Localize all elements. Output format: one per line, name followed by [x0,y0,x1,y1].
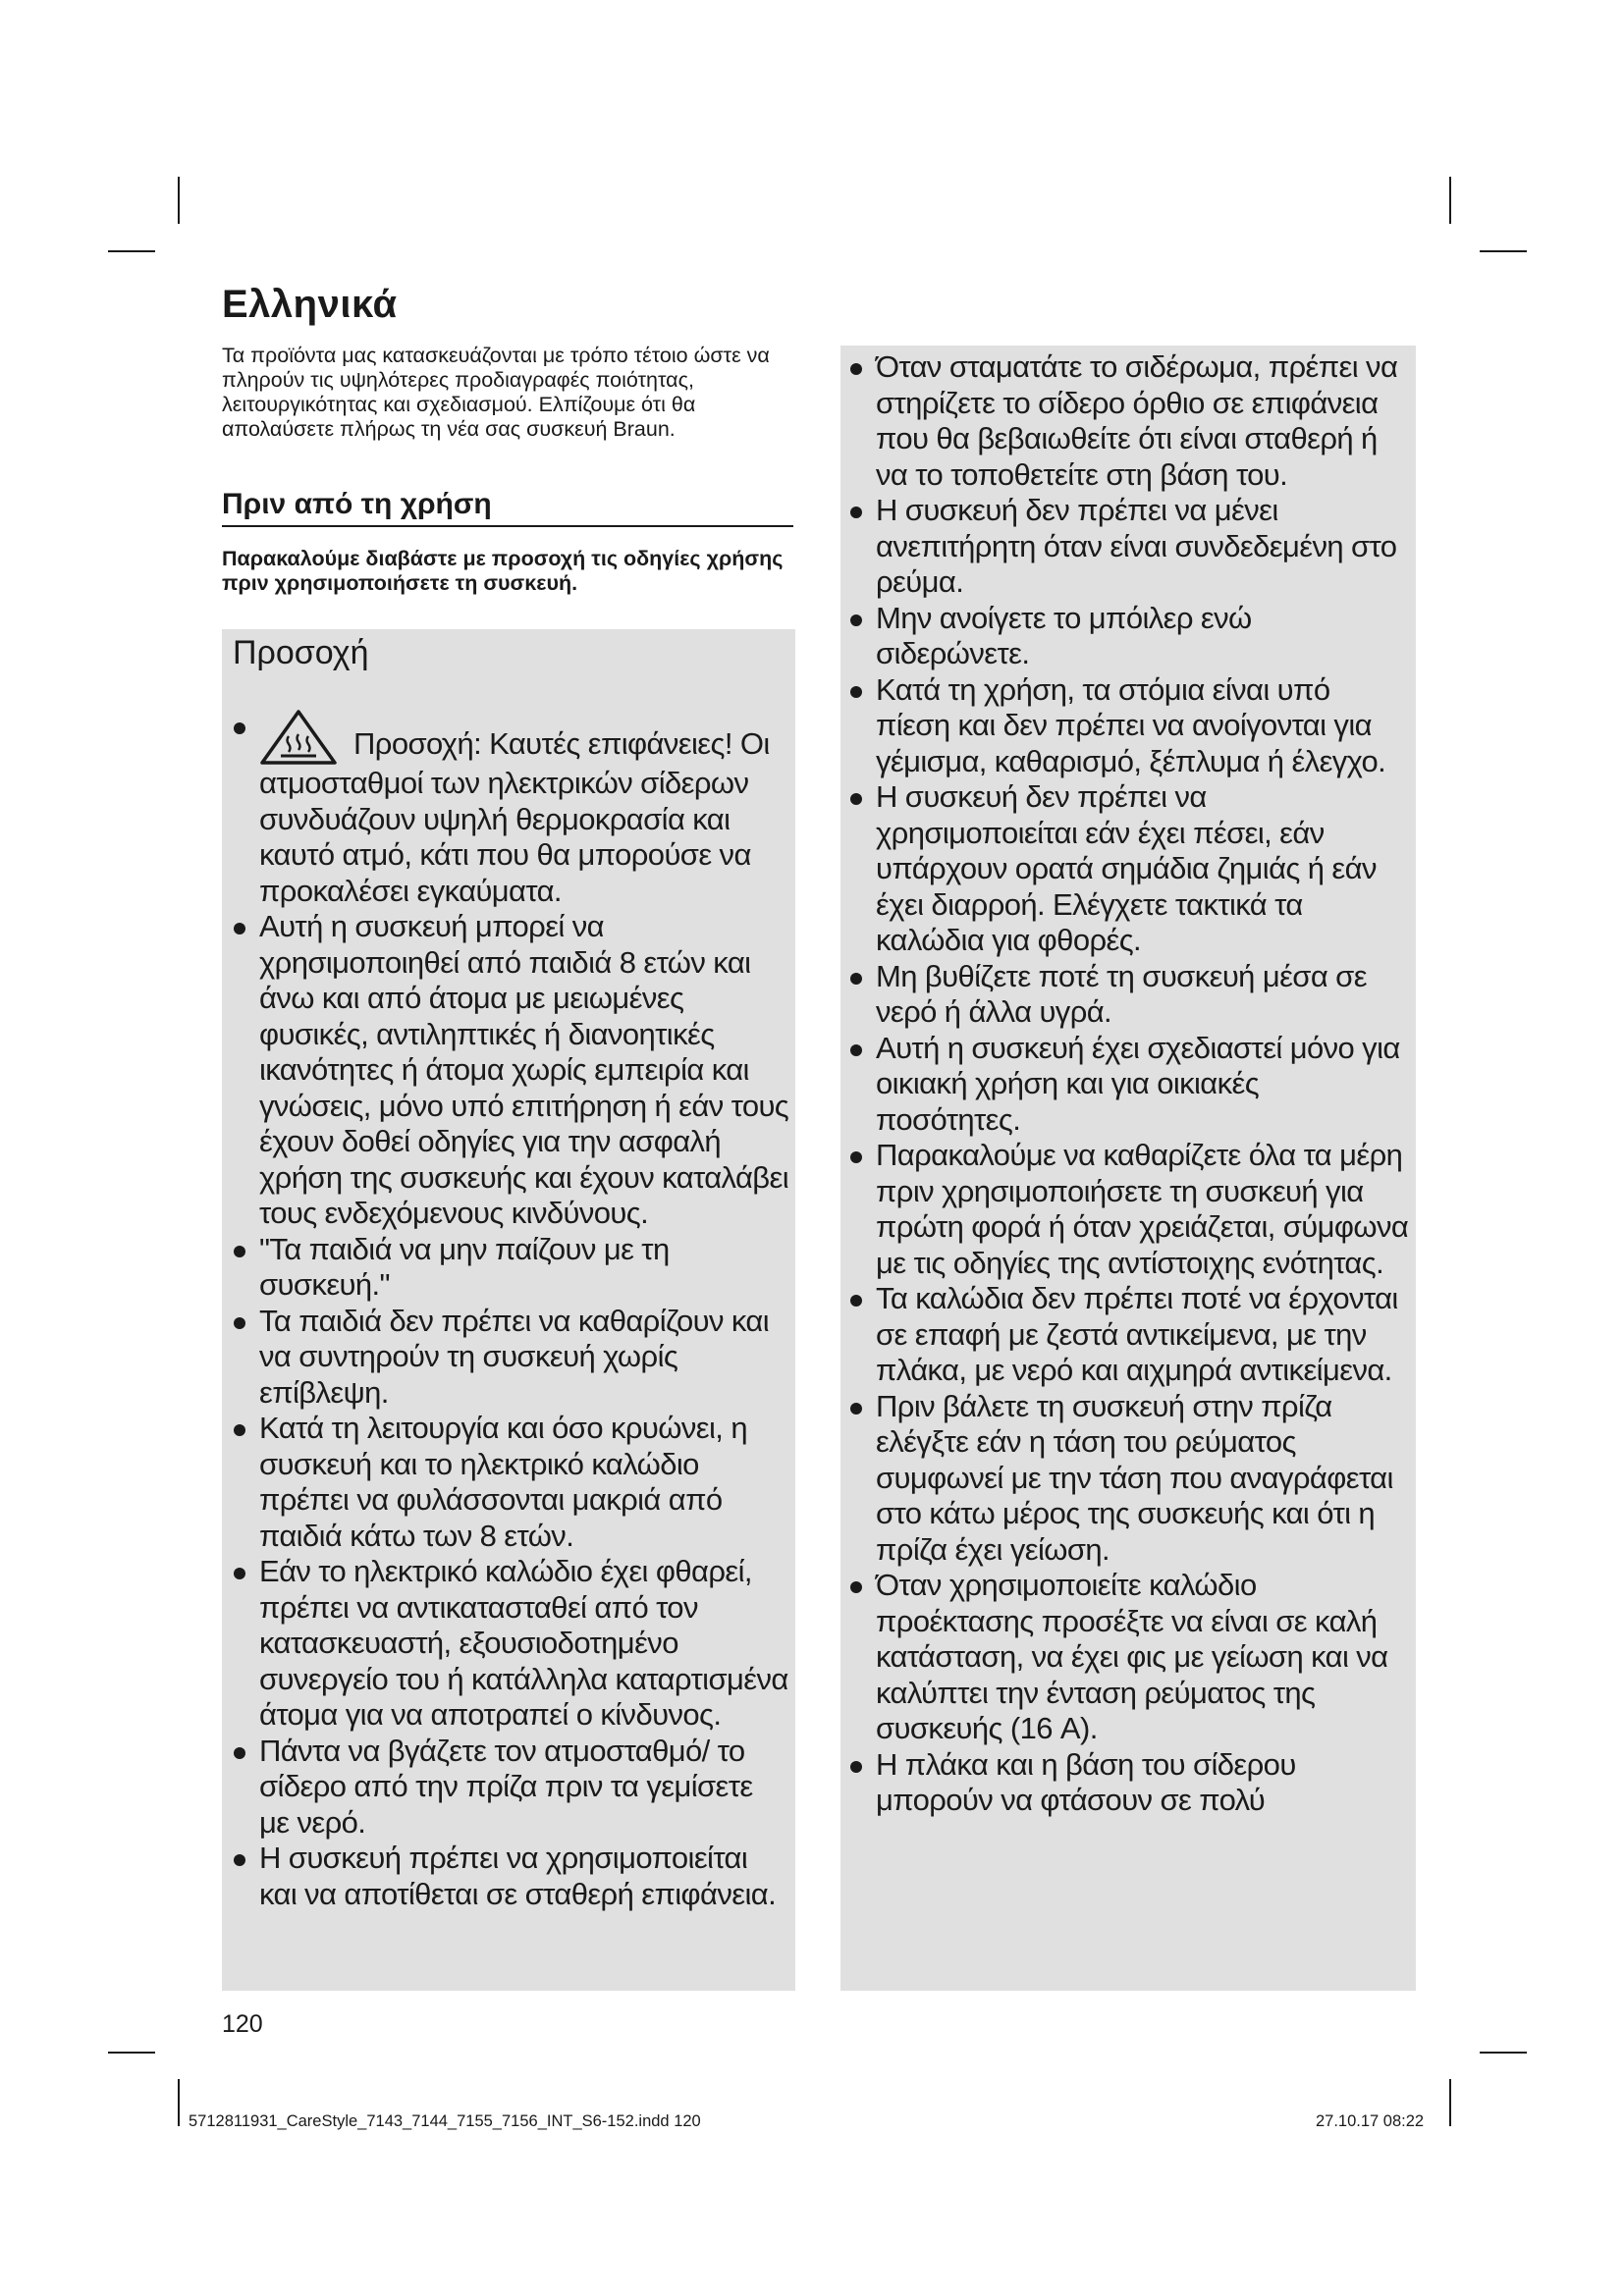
hot-surface-warning-icon [259,709,338,766]
crop-mark-bottom-right [1449,2079,1451,2126]
footer-date: 27.10.17 08:22 [1316,2112,1425,2130]
crop-mark-bottom-left [178,2079,180,2126]
list-item: Πριν βάλετε τη συσκευή στην πρίζα ελέγξτε εάν η τάση του ρεύματος συμφωνεί με την τάση που αναγράφεται στο κάτω μέρος της συσκευής και ότι η πρίζα έχει γείωση. [850,1389,1410,1569]
list-item: Παρακαλούμε να καθαρίζετε όλα τα μέρη πριν χρησιμοποιήσετε τη συσκευή για πρώτη φορά ή όταν χρειάζεται, σύμφωνα με τις οδηγίες της αντίστοιχης ενότητας. [850,1138,1410,1281]
list-item-text: Προσοχή: Καυτές επιφάνειες! Οι ατμοσταθμοί των ηλεκτρικών σίδερων συνδυάζουν υψηλή θερμοκρασία και καυτό ατμό, κάτι που θα μπορούσε να προκαλέσει εγκαύματα. [259,726,770,908]
list-item: Πάντα να βγάζετε τον ατμοσταθμό/ το σίδερο από την πρίζα πριν τα γεμίσετε με νερό. [234,1734,789,1842]
list-item: Τα παιδιά δεν πρέπει να καθαρίζουν και να συντηρούν τη συσκευή χωρίς επίβλεψη. [234,1304,789,1412]
footer-file-name: 5712811931_CareStyle_7143_7144_7155_7156_INT_S6-152.indd 120 [189,2112,701,2130]
list-item: Κατά τη χρήση, τα στόμια είναι υπό πίεση και δεν πρέπει να ανοίγονται για γέμισμα, καθαρισμό, ξέπλυμα ή έλεγχο. [850,672,1410,780]
crop-mark-bottom-right-h [1480,2052,1527,2054]
list-item: Η πλάκα και η βάση του σίδερου μπορούν να φτάσουν σε πολύ [850,1747,1410,1819]
list-item: Η συσκευή πρέπει να χρησιμοποιείται και να αποτίθεται σε σταθερή επιφάνεια. [234,1841,789,1912]
page-number: 120 [222,2010,263,2038]
list-item: Η συσκευή δεν πρέπει να μένει ανεπιτήρητη όταν είναι συνδεδεμένη στο ρεύμα. [850,493,1410,601]
list-item: Εάν το ηλεκτρικό καλώδιο έχει φθαρεί, πρέπει να αντικατασταθεί από τον κατασκευαστή, εξουσιοδοτημένο συνεργείο του ή κατάλληλα καταρτισμένα άτομα για να αποτραπεί ο κίνδυνος. [234,1554,789,1734]
crop-mark-top-right [1449,177,1451,224]
page-title: Ελληνικά [222,283,398,326]
section-heading-before-use: Πριν από τη χρήση [222,488,793,527]
warning-list-right [850,349,1410,1819]
list-item: Η συσκευή δεν πρέπει να χρησιμοποιείται εάν έχει πέσει, εάν υπάρχουν ορατά σημάδια ζημιάς ή εάν έχει διαρροή. Ελέγχετε τακτικά τα καλώδια για φθορές. [850,779,1410,959]
list-item [234,709,789,909]
crop-mark-bottom-left-h [108,2052,155,2054]
warning-title: Προσοχή [233,634,369,671]
list-item: Τα καλώδια δεν πρέπει ποτέ να έρχονται σε επαφή με ζεστά αντικείμενα, με την πλάκα, με νερό και αιχμηρά αντικείμενα. [850,1281,1410,1389]
read-instructions-note: Παρακαλούμε διαβάστε με προσοχή τις οδηγίες χρήσης πριν χρησιμοποιήσετε τη συσκευή. [222,547,784,595]
list-item: Όταν χρησιμοποιείτε καλώδιο προέκτασης προσέξτε να είναι σε καλή κατάσταση, να έχει φις με γείωση και να καλύπτει την ένταση ρεύματος της συσκευής (16 A). [850,1568,1410,1747]
crop-mark-top-right-h [1480,250,1527,252]
list-item: Όταν σταματάτε το σιδέρωμα, πρέπει να στηρίζετε το σίδερο όρθιο σε επιφάνεια που θα βεβαιωθείτε ότι είναι σταθερή ή να το τοποθετείτε στη βάση του. [850,349,1410,493]
crop-mark-top-left-h [108,250,155,252]
list-item: "Τα παιδιά να μην παίζουν με τη συσκευή." [234,1232,789,1304]
warning-list-left [234,709,789,1912]
list-item: Κατά τη λειτουργία και όσο κρυώνει, η συσκευή και το ηλεκτρικό καλώδιο πρέπει να φυλάσσονται μακριά από παιδιά κάτω των 8 ετών. [234,1411,789,1554]
crop-mark-top-left [178,177,180,224]
list-item: Μην ανοίγετε το μπόιλερ ενώ σιδερώνετε. [850,601,1410,672]
list-item: Μη βυθίζετε ποτέ τη συσκευή μέσα σε νερό ή άλλα υγρά. [850,959,1410,1031]
intro-paragraph: Τα προϊόντα μας κατασκευάζονται με τρόπο τέτοιο ώστε να πληρούν τις υψηλότερες προδιαγραφές ποιότητας, λειτουργικότητας και σχεδιασμού. Ελπίζουμε ότι θα απολαύσετε πλήρως τη νέα σας συσκευή Braun. [222,344,770,441]
list-item: Αυτή η συσκευή μπορεί να χρησιμοποιηθεί από παιδιά 8 ετών και άνω και από άτομα με μειωμένες φυσικές, αντιληπτικές ή διανοητικές ικανότητες ή άτομα χωρίς εμπειρία και γνώσεις, μόνο υπό επιτήρηση ή εάν τους έχουν δοθεί οδηγίες για την ασφαλή χρήση της συσκευής και έχουν καταλάβει τους ενδεχόμενους κινδύνους. [234,909,789,1232]
list-item: Αυτή η συσκευή έχει σχεδιαστεί μόνο για οικιακή χρήση και για οικιακές ποσότητες. [850,1031,1410,1139]
